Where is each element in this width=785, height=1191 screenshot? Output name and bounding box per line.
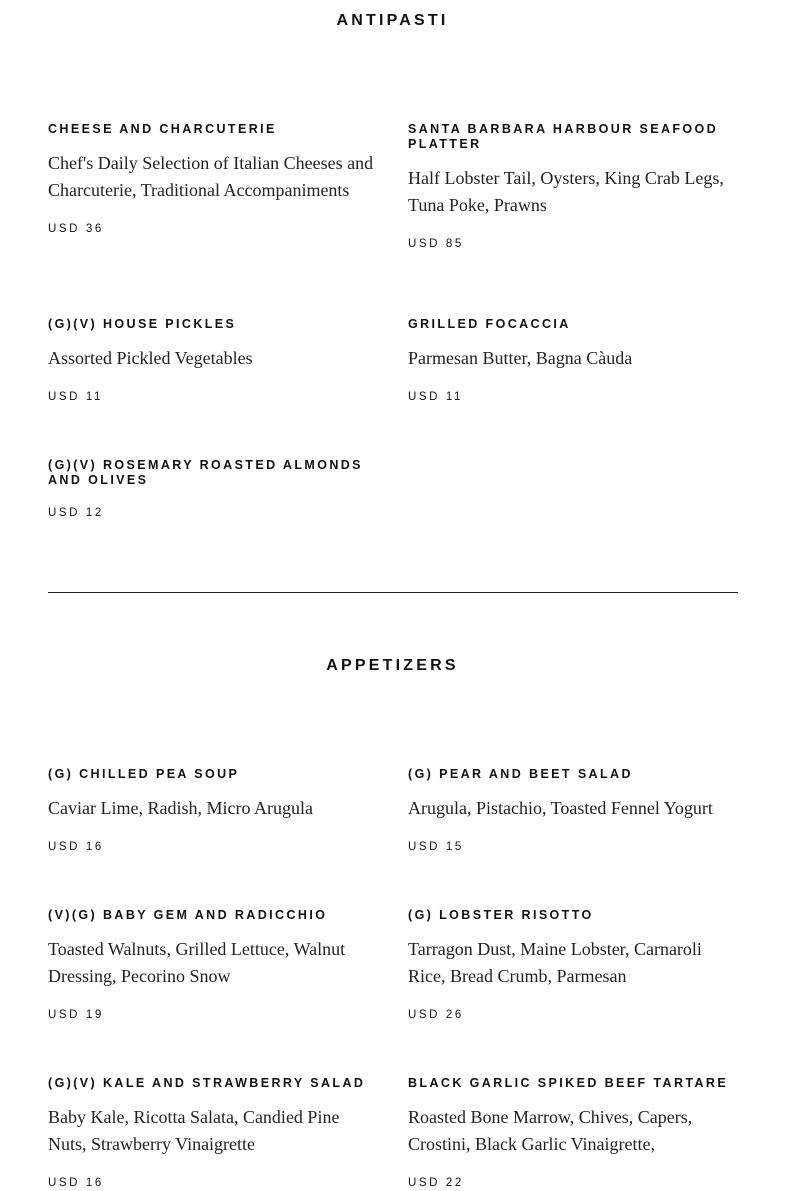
item-name: (G) PEAR AND BEET SALAD [408, 767, 633, 781]
item-name: CHEESE AND CHARCUTERIE [48, 122, 277, 136]
item-description: Caviar Lime, Radish, Micro Arugula [48, 798, 313, 818]
item-description: Chef's Daily Selection of Italian Cheeses and Charcuterie, Traditional Accompaniments [48, 153, 374, 200]
menu-item [408, 317, 738, 404]
item-name: (G)(V) ROSEMARY ROASTED ALMONDS AND OLIVES [48, 458, 363, 487]
item-description: Tarragon Dust, Maine Lobster, Carnaroli Rice, Bread Crumb, Parmesan [408, 939, 702, 986]
item-price: USD 16 [48, 1177, 104, 1189]
item-price: USD 85 [408, 238, 464, 250]
item-name: (G) LOBSTER RISOTTO [408, 908, 594, 922]
item-description: Half Lobster Tail, Oysters, King Crab Legs, Tuna Poke, Prawns [408, 168, 724, 215]
menu-item [408, 122, 738, 251]
menu-item [48, 317, 378, 404]
menu-item [48, 122, 378, 236]
section-title-antipasti: ANTIPASTI [336, 12, 449, 29]
item-price: USD 12 [48, 507, 104, 519]
item-name: (G)(V) HOUSE PICKLES [48, 317, 237, 331]
item-name: BLACK GARLIC SPIKED BEEF TARTARE [408, 1076, 729, 1090]
item-price: USD 11 [48, 391, 104, 403]
menu-item [48, 458, 378, 520]
item-price: USD 15 [408, 841, 464, 853]
section-divider [48, 592, 738, 593]
item-description: Roasted Bone Marrow, Chives, Capers, Crostini, Black Garlic Vinaigrette, [408, 1107, 693, 1154]
item-name: (G) CHILLED PEA SOUP [48, 767, 240, 781]
item-description: Toasted Walnuts, Grilled Lettuce, Walnut Dressing, Pecorino Snow [48, 939, 346, 986]
menu-item [48, 1076, 378, 1190]
item-price: USD 16 [48, 841, 104, 853]
item-name: (G)(V) KALE AND STRAWBERRY SALAD [48, 1076, 366, 1090]
item-name: GRILLED FOCACCIA [408, 317, 571, 331]
section-title-appetizers: APPETIZERS [326, 657, 459, 674]
menu-item [408, 767, 738, 854]
item-name: SANTA BARBARA HARBOUR SEAFOOD PLATTER [408, 122, 719, 151]
item-description: Parmesan Butter, Bagna Càuda [408, 348, 633, 368]
item-description: Assorted Pickled Vegetables [48, 348, 253, 368]
item-price: USD 22 [408, 1177, 464, 1189]
item-price: USD 26 [408, 1009, 464, 1021]
item-description: Arugula, Pistachio, Toasted Fennel Yogurt [408, 798, 713, 818]
menu-item [408, 908, 738, 1022]
menu-item [48, 767, 378, 854]
menu-item [408, 1076, 738, 1190]
item-name: (V)(G) BABY GEM AND RADICCHIO [48, 908, 328, 922]
item-price: USD 36 [48, 223, 104, 235]
menu-item [48, 908, 378, 1022]
item-price: USD 19 [48, 1009, 104, 1021]
item-price: USD 11 [408, 391, 464, 403]
item-description: Baby Kale, Ricotta Salata, Candied Pine Nuts, Strawberry Vinaigrette [48, 1107, 340, 1154]
